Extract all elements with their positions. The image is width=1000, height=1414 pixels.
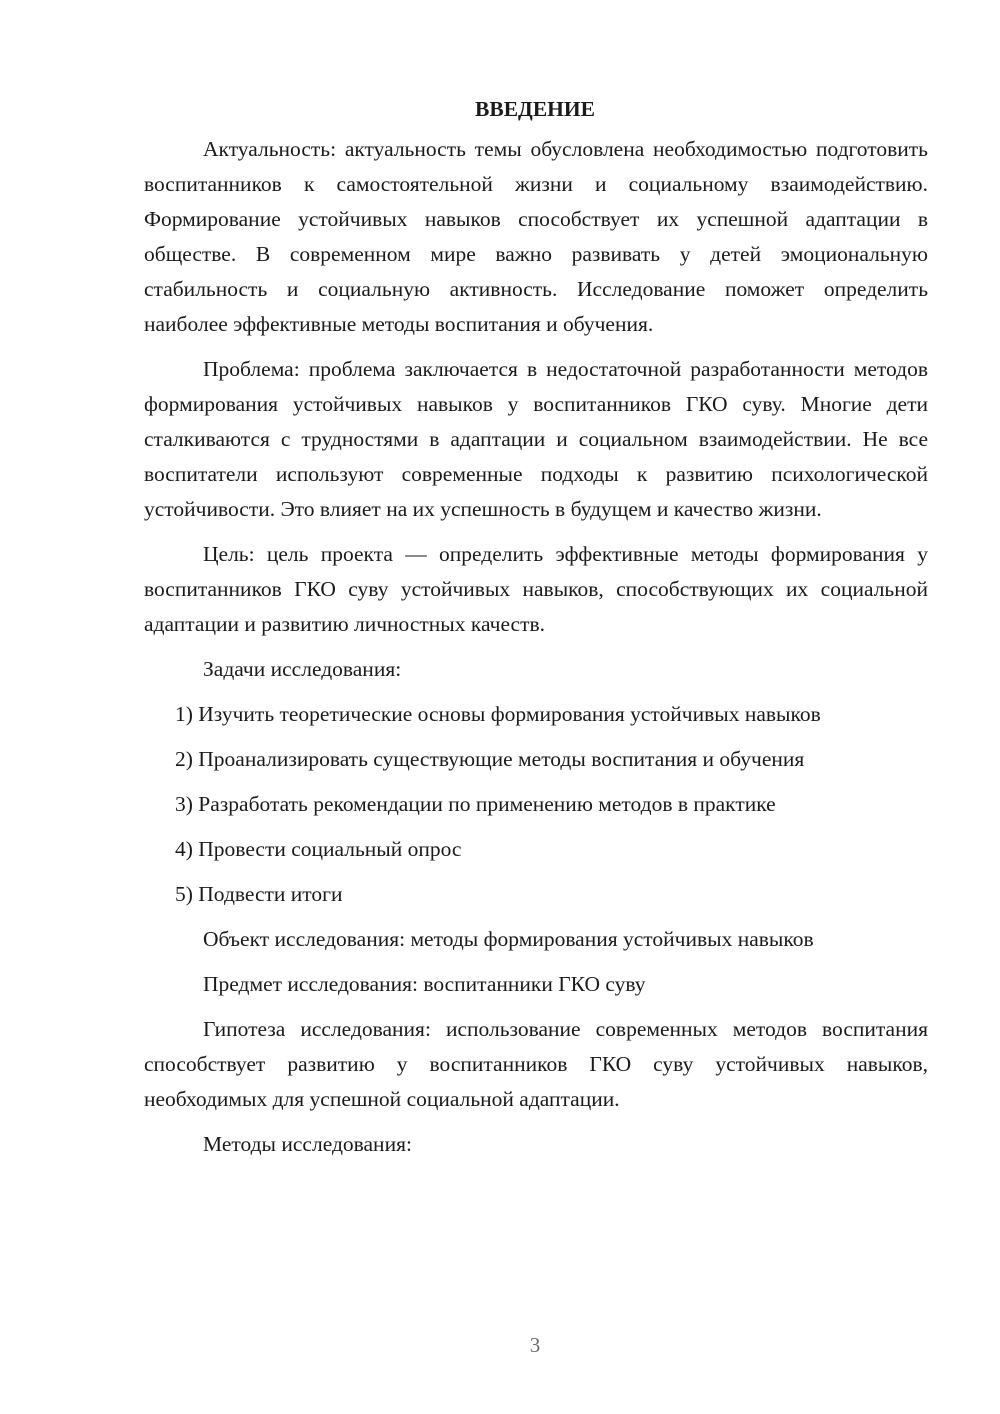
tasks-heading: Задачи исследования: xyxy=(203,657,402,681)
task-item: 4) Провести социальный опрос xyxy=(175,837,462,861)
document-page xyxy=(144,92,928,1172)
hypothesis-paragraph: Гипотеза исследования: использование современных методов воспитания способствует развитию у воспитанников ГКО суву устойчивых навыков, необходимых для успешной социальной адаптации. xyxy=(144,1017,928,1111)
task-item: 2) Проанализировать существующие методы воспитания и обучения xyxy=(175,747,805,771)
research-subject: Предмет исследования: воспитанники ГКО суву xyxy=(203,972,646,996)
task-item: 1) Изучить теоретические основы формирования устойчивых навыков xyxy=(175,702,821,726)
relevance-paragraph: Актуальность: актуальность темы обусловлена необходимостью подготовить воспитанников к самостоятельной жизни и социальному взаимодействию. Формирование устойчивых навыков способствует их успешной адаптации в обществе. В современном мире важно развивать у детей эмоциональную стабильность и социальную активность. Исследование поможет определить наиболее эффективные методы воспитания и обучения. xyxy=(144,137,928,336)
page-number: 3 xyxy=(529,1333,541,1357)
task-item: 3) Разработать рекомендации по применению методов в практике xyxy=(175,792,776,816)
tasks-list xyxy=(144,697,928,912)
task-item: 5) Подвести итоги xyxy=(175,882,343,906)
goal-paragraph: Цель: цель проекта — определить эффективные методы формирования у воспитанников ГКО суву устойчивых навыков, способствующих их социальной адаптации и развитию личностных качеств. xyxy=(144,542,928,636)
research-object: Объект исследования: методы формирования устойчивых навыков xyxy=(203,927,814,951)
page-title: ВВЕДЕНИЕ xyxy=(475,97,595,121)
problem-paragraph: Проблема: проблема заключается в недостаточной разработанности методов формирования устойчивых навыков у воспитанников ГКО суву. Многие дети сталкиваются с трудностями в адаптации и социальном взаимодействии. Не все воспитатели используют современные подходы к развитию психологической устойчивости. Это влияет на их успешность в будущем и качество жизни. xyxy=(144,357,928,521)
methods-heading: Методы исследования: xyxy=(203,1132,412,1156)
